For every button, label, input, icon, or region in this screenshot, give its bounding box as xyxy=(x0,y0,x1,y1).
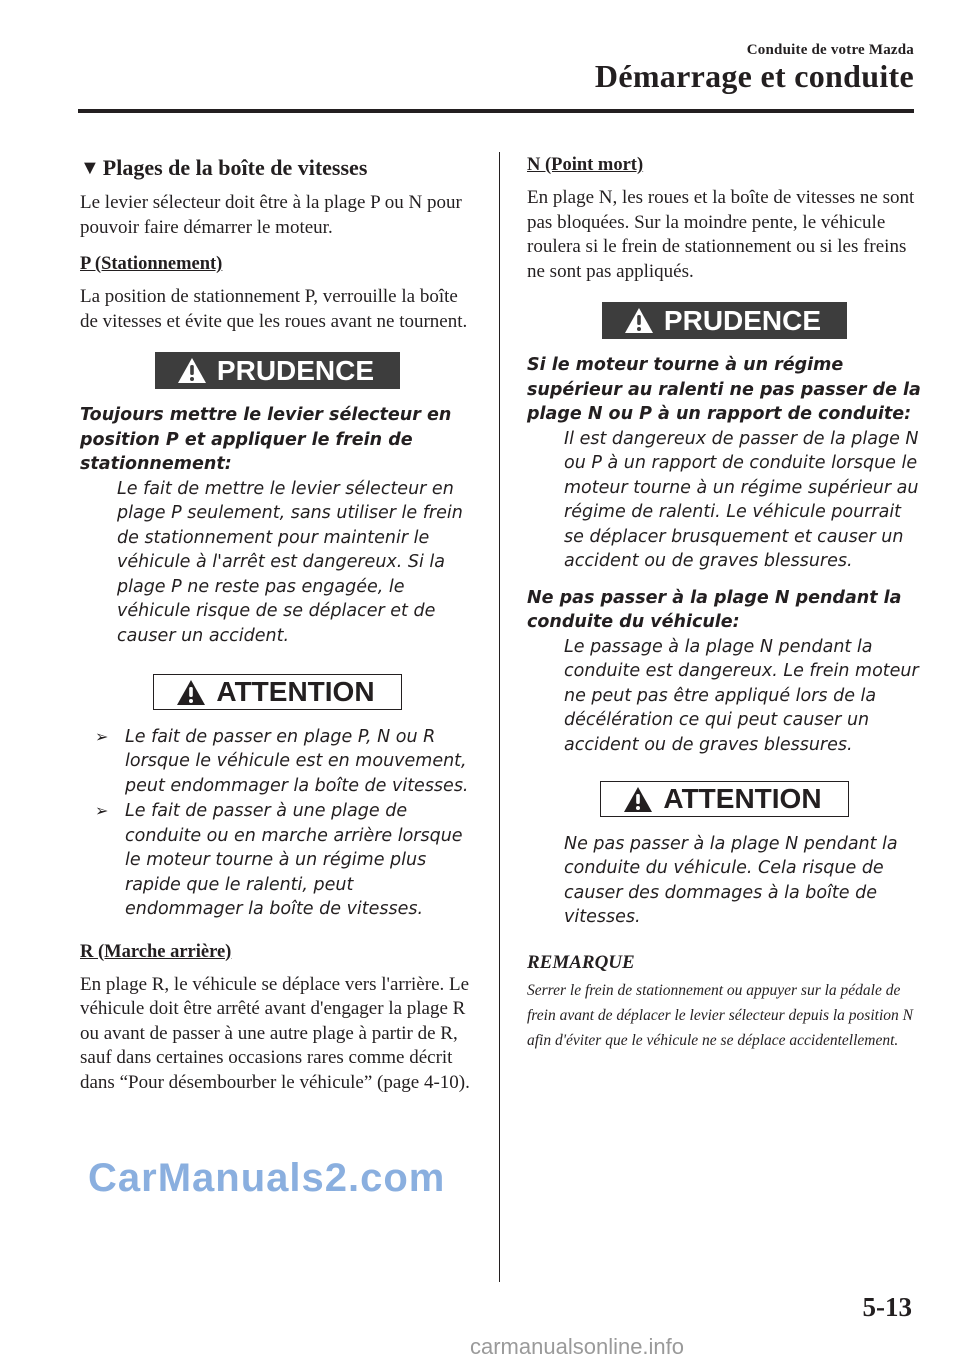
down-triangle-icon: ▼ xyxy=(80,157,100,179)
n-heading: N (Point mort) xyxy=(527,155,644,175)
page-number: 5-13 xyxy=(862,1292,912,1322)
watermark-logo: CarManuals2.com xyxy=(88,1156,446,1200)
prudence-warning-body: Il est dangereux de passer de la plage N ou P à un rapport de conduite lorsque le moteur tourne à un régime supérieur au régime de ralenti. Le véhicule pourrait se déplacer brusquement et causer un accident ou de graves blessures. xyxy=(564,428,919,571)
prudence-warning-body: Le fait de mettre le levier sélecteur en plage P seulement, sans utiliser le frein de stationnement pour maintenir le véhicule à l'arrêt est dangereux. Si la plage P ne reste pas engagée, le véhicule risque de se déplacer et de causer un accident. xyxy=(117,478,463,646)
warning-triangle-icon xyxy=(177,357,207,384)
note-heading: REMARQUE xyxy=(527,951,635,973)
list-item xyxy=(80,799,475,922)
arrowhead-bullet-icon: ➢ xyxy=(95,801,109,820)
attention-label: ATTENTION xyxy=(663,783,822,814)
header-title: Démarrage et conduite xyxy=(594,58,914,94)
prudence-badge xyxy=(155,352,400,389)
column-divider xyxy=(499,152,500,1282)
header-subtitle: Conduite de votre Mazda xyxy=(746,42,914,58)
prudence-warning-heading: Si le moteur tourne à un régime supérieur au ralenti ne pas passer de la plage N ou P à un rapport de conduite: xyxy=(527,355,921,424)
attention-body: Ne pas passer à la plage N pendant la conduite du véhicule. Cela risque de causer des dommages à la boîte de vitesses. xyxy=(564,833,898,927)
prudence-warning-heading: Ne pas passer à la plage N pendant la conduite du véhicule: xyxy=(527,587,902,632)
prudence-badge xyxy=(602,302,847,339)
warning-triangle-icon xyxy=(623,786,653,813)
intro-paragraph: Le levier sélecteur doit être à la plage P ou N pour pouvoir faire démarrer le moteur. xyxy=(80,192,462,238)
list-item xyxy=(80,725,475,799)
header-rule xyxy=(78,109,914,113)
prudence-label: PRUDENCE xyxy=(663,304,822,336)
warning-triangle-icon xyxy=(624,307,654,334)
attention-bullet-list xyxy=(80,725,475,922)
prudence-warning-heading: Toujours mettre le levier sélecteur en position P et appliquer le frein de stationnement: xyxy=(80,405,452,474)
n-paragraph: En plage N, les roues et la boîte de vitesses ne sont pas bloquées. Sur la moindre pente, le véhicule roulera si le frein de stationnement ou si les freins ne sont pas appliqués. xyxy=(527,187,915,282)
prudence-badge-row xyxy=(527,302,922,339)
attention-badge xyxy=(600,781,848,817)
p-heading: P (Stationnement) xyxy=(80,254,223,274)
prudence-warning-body: Le passage à la plage N pendant la conduite est dangereux. Le frein moteur ne peut pas être appliqué lors de la décélération ce qui peut causer un accident ou de graves blessures. xyxy=(564,636,919,755)
attention-badge-row xyxy=(527,781,922,818)
r-paragraph: En plage R, le véhicule se déplace vers l'arrière. Le véhicule doit être arrêté avant d'engager la plage R ou avant de passer à une autre plage à partir de R, sauf dans certaines occasions rares comme décrit dans “Pour désembourber le véhicule” (page 4-10). xyxy=(80,973,470,1093)
warning-triangle-icon xyxy=(176,679,206,706)
list-item-text: Le fait de passer à une plage de conduite ou en marche arrière lorsque le moteur tourne à un régime plus rapide que le ralenti, peut endommager la boîte de vitesses. xyxy=(125,801,463,919)
attention-badge-row xyxy=(80,674,475,711)
prudence-badge-row xyxy=(80,352,475,389)
right-column xyxy=(527,155,922,1053)
attention-label: ATTENTION xyxy=(216,676,375,707)
prudence-label: PRUDENCE xyxy=(216,354,375,386)
p-paragraph: La position de stationnement P, verrouille la boîte de vitesses et évite que les roues avant ne tournent. xyxy=(80,286,468,332)
section-title xyxy=(80,155,475,181)
attention-badge xyxy=(153,674,401,710)
section-title-text: Plages de la boîte de vitesses xyxy=(102,155,368,180)
r-heading: R (Marche arrière) xyxy=(80,941,232,962)
note-text: Serrer le frein de stationnement ou appuyer sur la pédale de frein avant de déplacer le levier sélecteur depuis la position N afin d'éviter que le véhicule ne se déplace accidentellement. xyxy=(527,981,913,1049)
arrowhead-bullet-icon: ➢ xyxy=(95,726,109,746)
left-column xyxy=(80,155,475,1109)
watermark-footer: carmanualsonline.info xyxy=(470,1334,685,1359)
list-item-text: Le fait de passer en plage P, N ou R lorsque le véhicule est en mouvement, peut endommager la boîte de vitesses. xyxy=(125,726,469,796)
